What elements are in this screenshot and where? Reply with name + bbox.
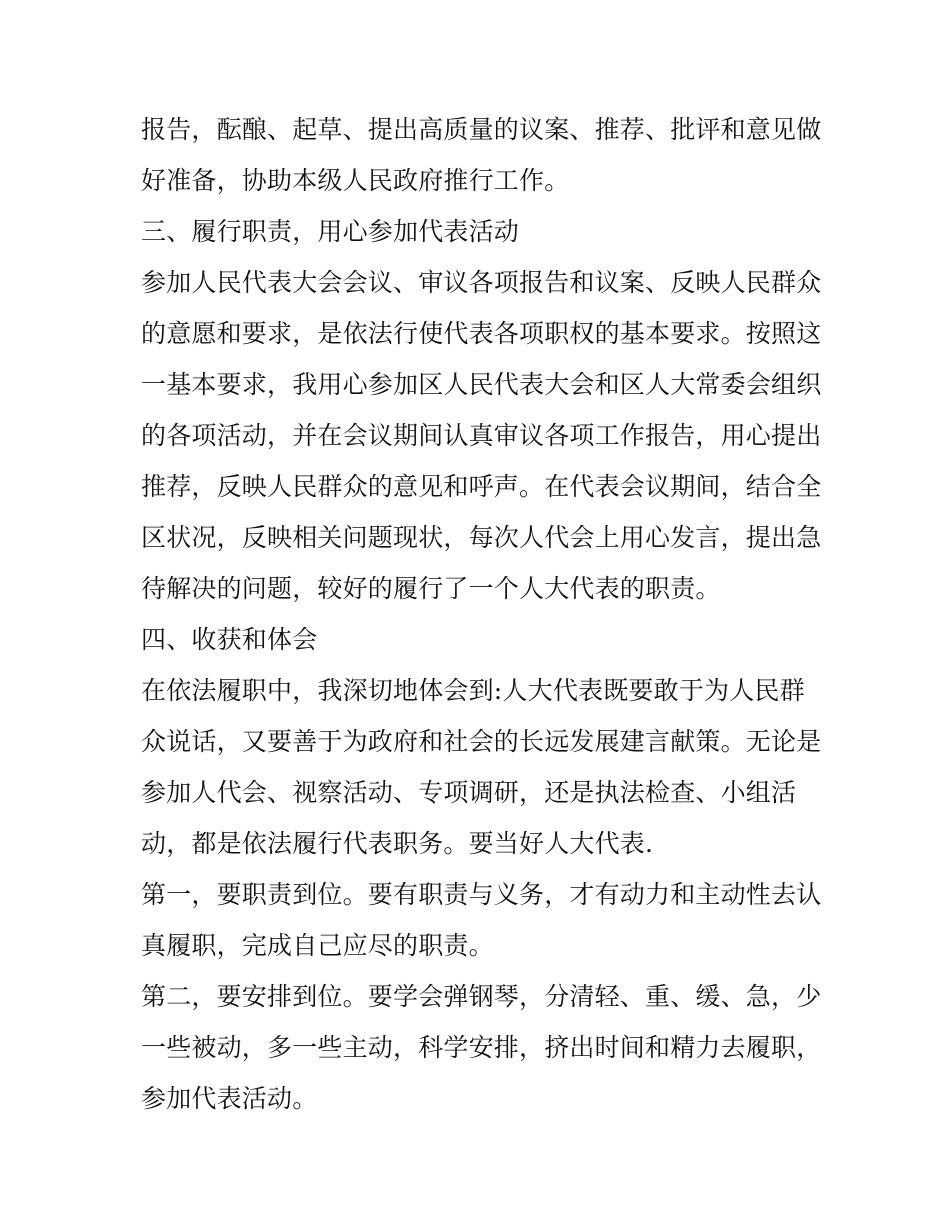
text-line: 的意愿和要求，是依法行使代表各项职权的基本要求。按照这 <box>141 319 822 348</box>
text-line: 第二，要安排到位。要学会弹钢琴，分清轻、重、缓、急，少 <box>141 982 822 1011</box>
text-line: 好准备，协助本级人民政府推行工作。 <box>141 166 570 195</box>
text-line: 众说话，又要善于为政府和社会的长远发展建言献策。无论是 <box>141 727 822 756</box>
text-line: 在依法履职中，我深切地体会到:人大代表既要敢于为人民群 <box>141 676 805 705</box>
text-line: 参加代表活动。 <box>141 1084 318 1113</box>
section-heading: 四、收获和体会 <box>141 625 318 654</box>
document-body <box>141 104 821 1124</box>
text-line: 待解决的问题，较好的履行了一个人大代表的职责。 <box>141 574 721 603</box>
text-line: 动，都是依法履行代表职务。要当好人大代表. <box>141 829 654 858</box>
text-line: 真履职，完成自己应尽的职责。 <box>141 931 494 960</box>
text-line: 一基本要求，我用心参加区人民代表大会和区人大常委会组织 <box>141 370 822 399</box>
text-line: 参加人民代表大会会议、审议各项报告和议案、反映人民群众 <box>141 268 822 297</box>
text-line: 报告，酝酿、起草、提出高质量的议案、推荐、批评和意见做 <box>141 115 822 144</box>
text-line: 一些被动，多一些主动，科学安排，挤出时间和精力去履职， <box>141 1033 822 1062</box>
text-line: 第一，要职责到位。要有职责与义务，才有动力和主动性去认 <box>141 880 822 909</box>
text-line: 推荐，反映人民群众的意见和呼声。在代表会议期间，结合全 <box>141 472 822 501</box>
text-line: 参加人代会、视察活动、专项调研，还是执法检查、小组活 <box>141 778 797 807</box>
section-heading: 三、履行职责，用心参加代表活动 <box>141 217 520 246</box>
text-line: 区状况，反映相关问题现状，每次人代会上用心发言，提出急 <box>141 523 822 552</box>
text-line: 的各项活动，并在会议期间认真审议各项工作报告，用心提出 <box>141 421 822 450</box>
